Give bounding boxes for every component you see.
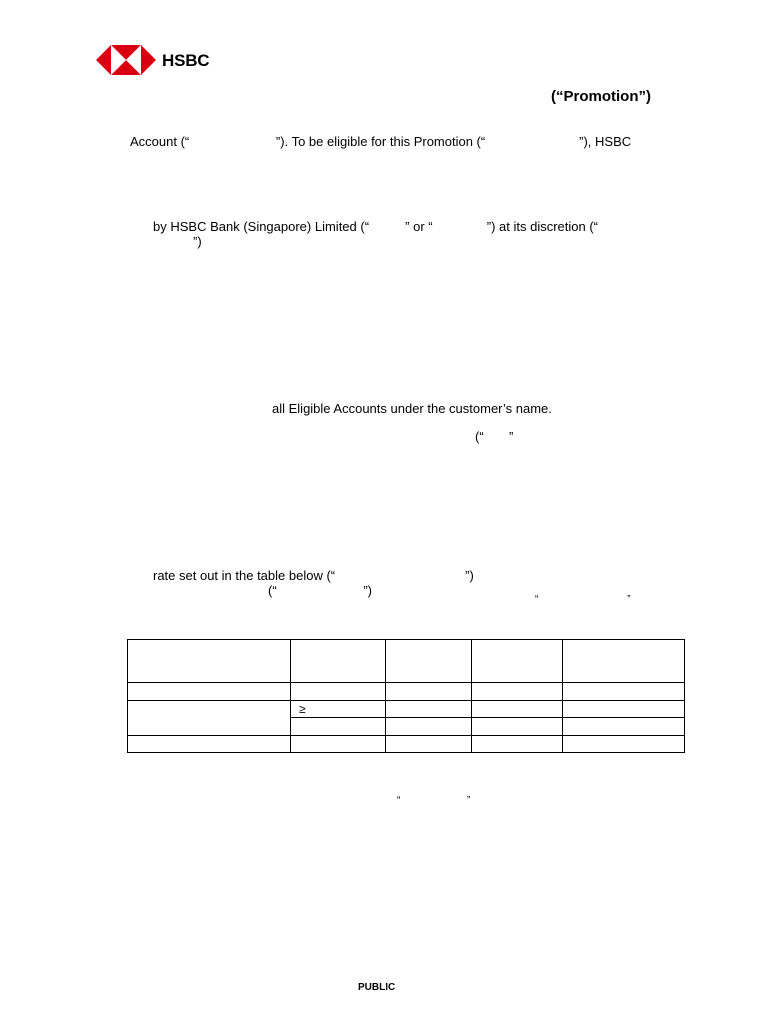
table-cell	[472, 683, 563, 701]
greater-equal-symbol: ≥	[299, 702, 306, 716]
table-cell	[472, 640, 563, 683]
classification-footer: PUBLIC	[358, 982, 396, 993]
paragraph-rate-definition-fragment: (“ ”)	[268, 583, 372, 598]
paragraph-quote-fragment: “ ”	[535, 594, 631, 605]
paragraph-quote-fragment-lower: “ ”	[397, 795, 471, 806]
table-cell	[386, 718, 472, 736]
paragraph-bank-line: by HSBC Bank (Singapore) Limited (“ ” or “ ”) at its discretion (“	[153, 219, 599, 234]
table-cell	[291, 683, 386, 701]
paragraph-bank-line-continued: ”)	[193, 234, 202, 249]
promotion-heading: (“Promotion”)	[551, 88, 651, 105]
paragraph-eligibility-line: Account (“ ”). To be eligible for this Promotion (“ ”), HSBC	[130, 134, 632, 149]
table-row	[128, 683, 685, 701]
table-cell	[291, 736, 386, 753]
table-cell	[563, 683, 685, 701]
paragraph-rate-line: rate set out in the table below (“ ”)	[153, 568, 474, 583]
table-cell	[472, 718, 563, 736]
table-cell	[563, 718, 685, 736]
table-cell	[563, 701, 685, 718]
table-cell	[386, 683, 472, 701]
table-cell	[291, 718, 386, 736]
table-row	[128, 736, 685, 753]
rate-table	[127, 639, 685, 753]
table-cell	[128, 640, 291, 683]
table-cell-merged	[128, 701, 291, 736]
table-header-row	[128, 640, 685, 683]
brand-name: HSBC	[162, 51, 210, 70]
paragraph-defined-term-fragment: (“ ”	[475, 429, 514, 444]
table-cell	[386, 701, 472, 718]
paragraph-eligible-accounts-line: all Eligible Accounts under the customer’s name.	[272, 401, 552, 416]
table-cell	[472, 736, 563, 753]
table-cell	[291, 640, 386, 683]
table-cell	[291, 701, 386, 718]
table-cell	[386, 736, 472, 753]
table-cell	[128, 736, 291, 753]
table-row	[128, 701, 685, 718]
table-cell	[563, 736, 685, 753]
hsbc-hexagon-logo	[96, 44, 156, 76]
table-cell	[472, 701, 563, 718]
table-cell	[128, 683, 291, 701]
table-cell	[386, 640, 472, 683]
table-cell	[563, 640, 685, 683]
